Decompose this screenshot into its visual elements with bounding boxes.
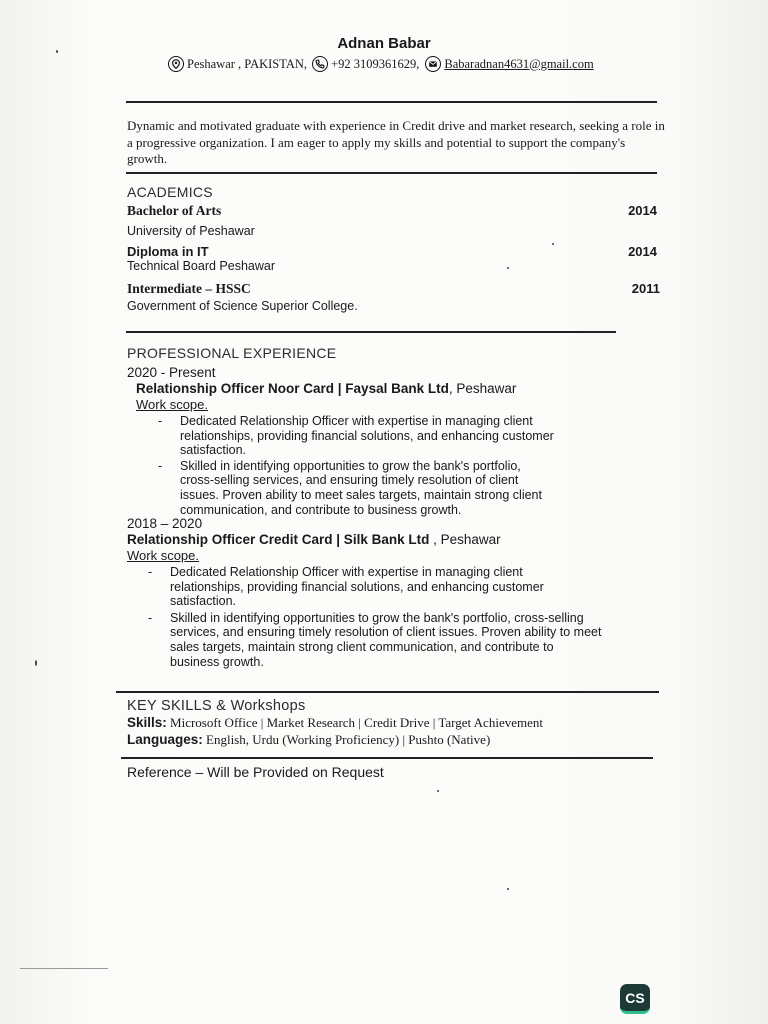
job-location: , Peshawar	[429, 532, 501, 547]
languages-label: Languages:	[127, 732, 203, 747]
job-period: 2020 - Present	[127, 365, 216, 380]
candidate-name: Adnan Babar	[337, 35, 431, 52]
job-title	[127, 532, 501, 547]
degree-year: 2014	[628, 203, 657, 218]
skills-value: Microsoft Office | Market Research | Credit Drive | Target Achievement	[166, 715, 543, 730]
divider-header	[126, 101, 657, 103]
job-period: 2018 – 2020	[127, 516, 203, 531]
bullet-item: - Skilled in identifying opportunities to grow the bank's portfolio, cross-selling services, and ensuring timely resolution of client issues. Proven ability to meet sales targets, maintain strong client communication, and contribute to business growth.	[158, 458, 542, 517]
work-scope-label: Work scope.	[127, 548, 200, 563]
degree-year: 2011	[631, 281, 660, 296]
languages-value: English, Urdu (Working Proficiency) | Pushto (Native)	[202, 732, 491, 747]
degree-title: Bachelor of Arts	[127, 203, 222, 218]
academic-item	[127, 281, 658, 297]
languages-line	[127, 732, 490, 748]
degree-year: 2014	[628, 244, 657, 259]
phone-text: +92 3109361629,	[331, 56, 420, 71]
scan-speck	[437, 790, 439, 792]
phone-icon	[312, 56, 328, 72]
skills-label: Skills:	[127, 715, 167, 730]
divider-experience	[116, 691, 659, 693]
institution-name: Government of Science Superior College.	[127, 299, 358, 313]
divider-academics	[126, 331, 616, 333]
job-location: , Peshawar	[448, 381, 517, 396]
job-role: Relationship Officer Credit Card | Silk Bank Ltd	[127, 532, 430, 547]
job-bullets	[148, 565, 610, 669]
email-icon	[425, 56, 441, 72]
camscanner-logo: CS	[620, 984, 650, 1014]
scan-speck	[507, 888, 509, 890]
location-text: Peshawar , PAKISTAN,	[187, 56, 308, 71]
contact-line	[168, 54, 594, 74]
skills-heading: KEY SKILLS & Workshops	[127, 698, 306, 714]
scan-speck	[56, 50, 58, 53]
institution-name: University of Peshawar	[127, 224, 255, 238]
scan-edge-line	[20, 968, 108, 969]
location-pin-icon	[168, 56, 184, 72]
job-bullets	[158, 414, 580, 517]
work-scope-label: Work scope.	[136, 397, 209, 412]
bullet-item: - Dedicated Relationship Officer with expertise in managing client relationships, providing financial solutions, and enhancing customer satisfaction.	[148, 565, 544, 609]
skills-line	[127, 715, 543, 731]
degree-title: Diploma in IT	[127, 244, 209, 259]
academics-heading: ACADEMICS	[127, 184, 213, 200]
bullet-item: - Skilled in identifying opportunities to grow the bank's portfolio, cross-selling services, and ensuring timely resolution of client issues. Proven ability to meet sales targets, maintain strong client communication, and contribute to business growth.	[148, 610, 602, 669]
bullet-item: - Dedicated Relationship Officer with expertise in managing client relationships, providing financial solutions, and enhancing customer satisfaction.	[158, 414, 554, 458]
email-link[interactable]: Babaradnan4631@gmail.com	[444, 56, 594, 71]
job-title	[136, 381, 516, 396]
experience-heading: PROFESSIONAL EXPERIENCE	[127, 345, 337, 361]
divider-summary	[126, 172, 657, 174]
institution-name: Technical Board Peshawar	[127, 259, 275, 273]
academic-item	[127, 244, 657, 259]
summary-text: Dynamic and motivated graduate with experience in Credit drive and market research, seeking a role in a progressive organization. I am eager to apply my skills and potential to support the company's growth.	[127, 118, 665, 166]
scan-speck	[507, 267, 509, 269]
degree-title: Intermediate – HSSC	[127, 281, 251, 296]
academic-item	[127, 203, 657, 219]
scan-speck	[35, 660, 37, 666]
job-role: Relationship Officer Noor Card | Faysal Bank Ltd	[136, 381, 449, 396]
scan-speck	[552, 243, 554, 245]
reference-text: Reference – Will be Provided on Request	[127, 764, 384, 780]
divider-skills	[121, 757, 653, 759]
